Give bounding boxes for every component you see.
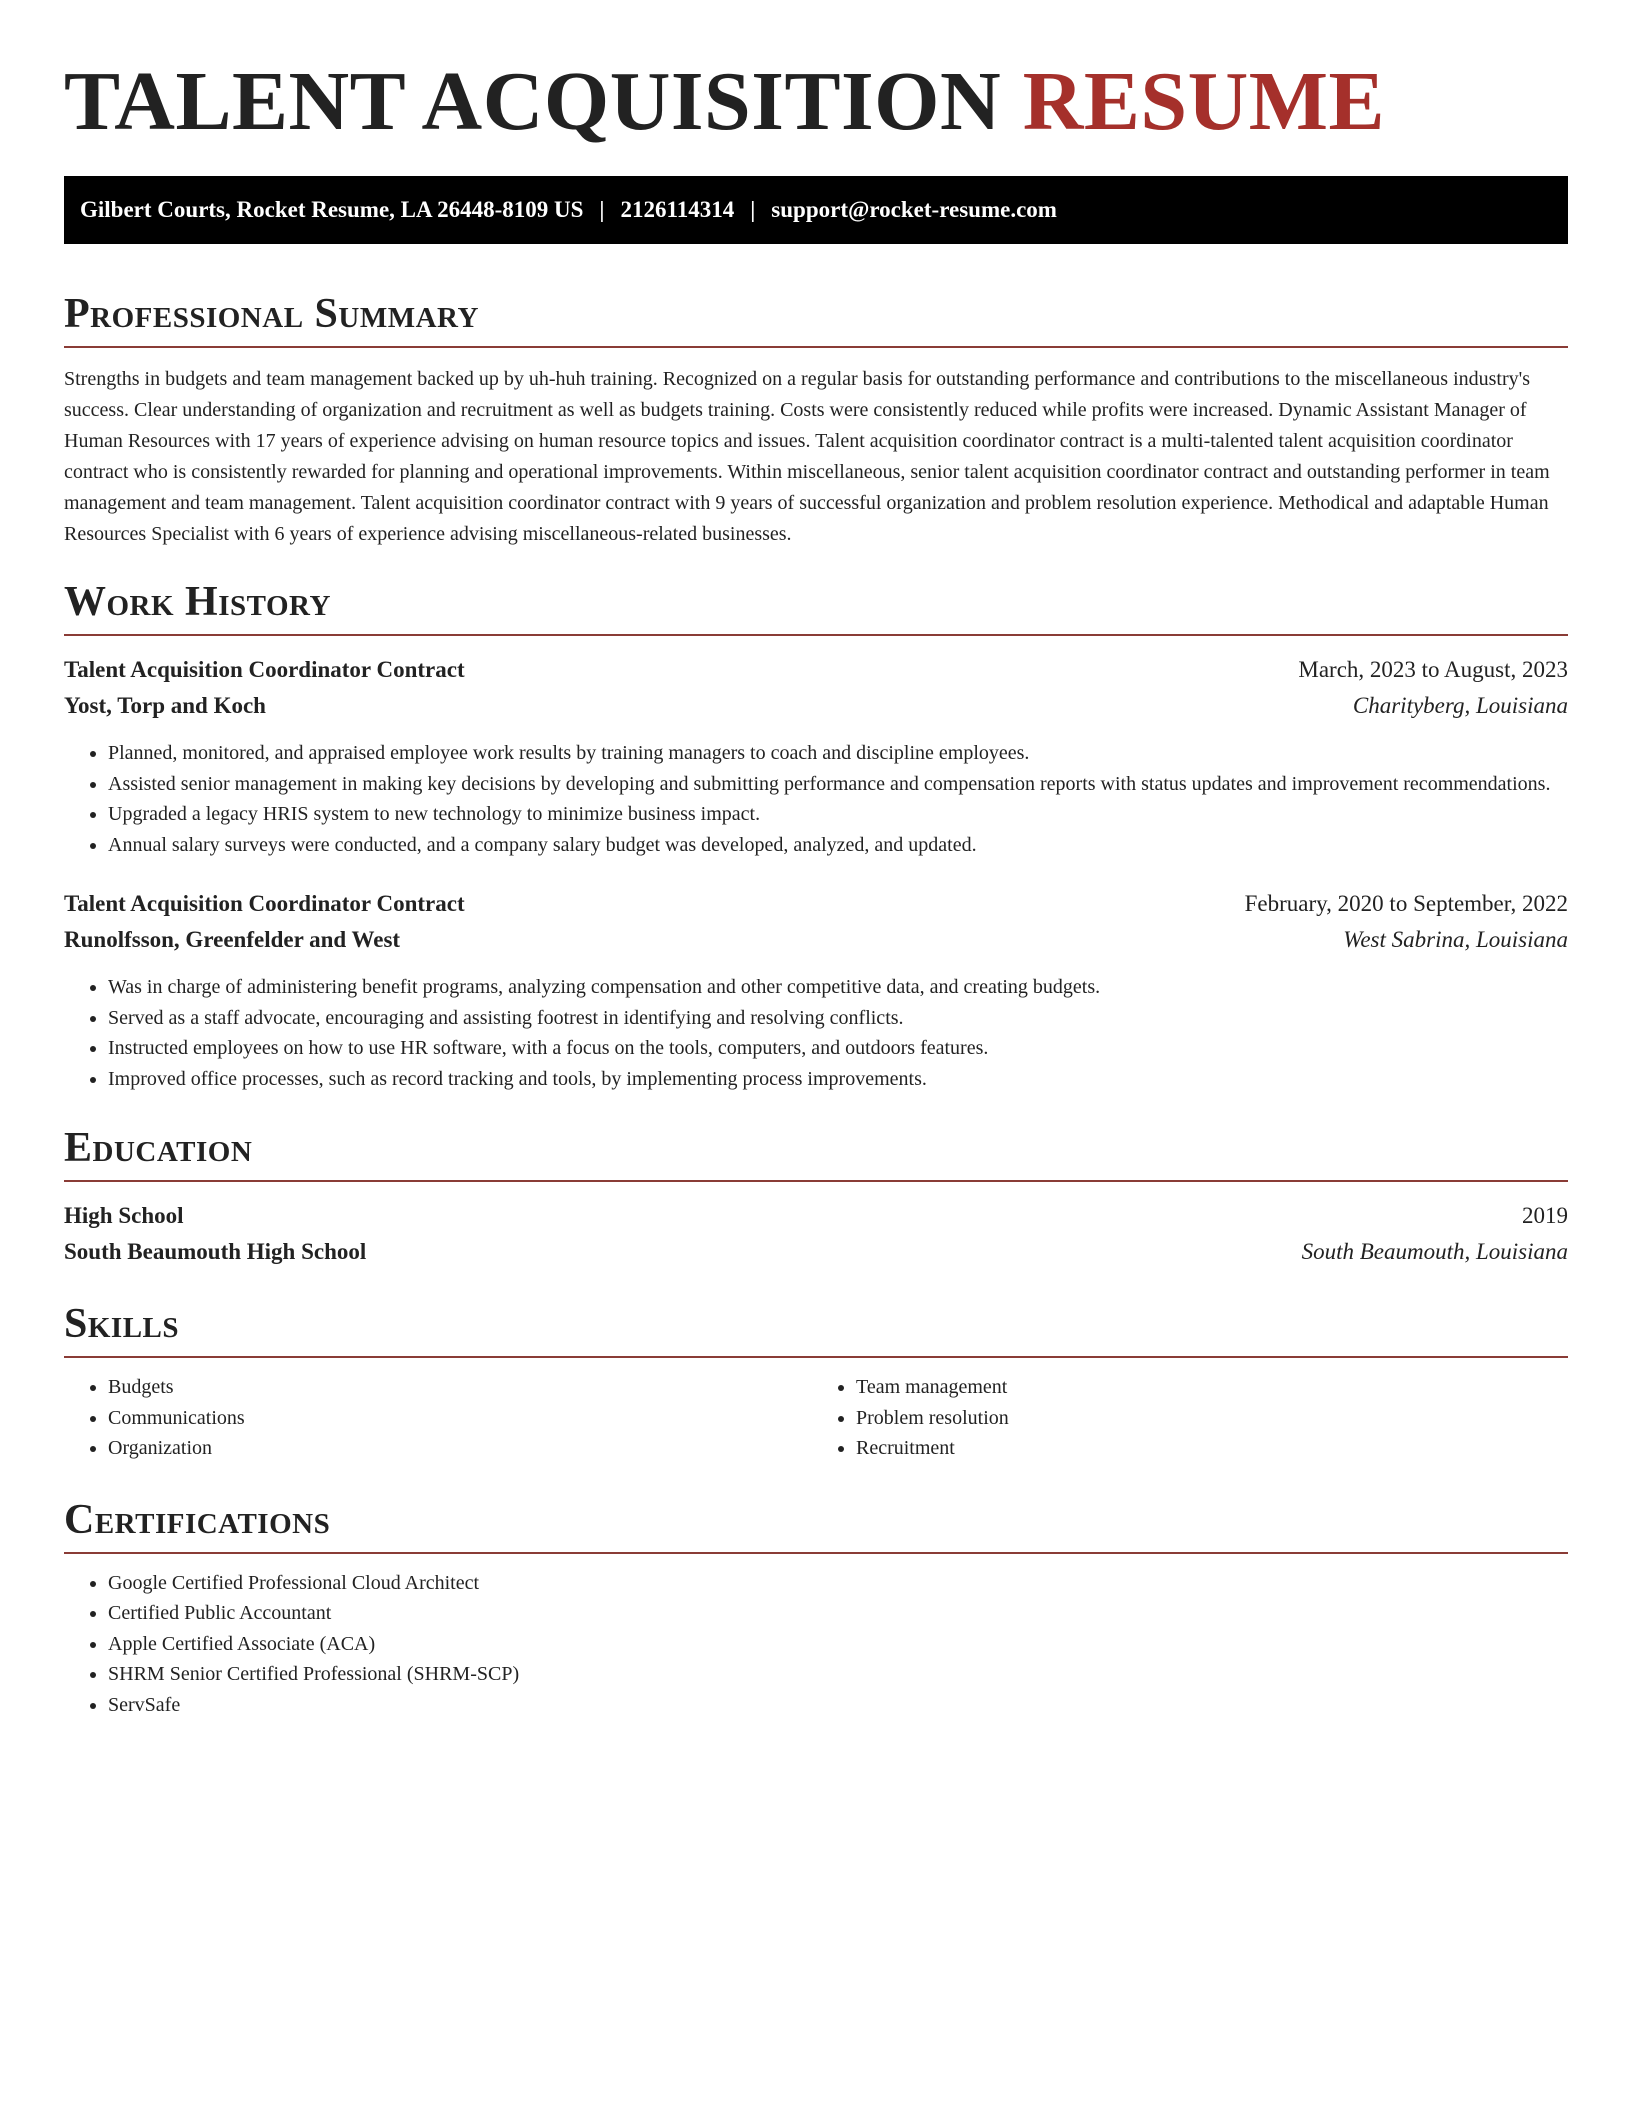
section-heading-certifications: Certifications	[64, 1494, 1568, 1554]
job-dates: February, 2020 to September, 2022	[1244, 891, 1568, 916]
certification-item: • SHRM Senior Certified Professional (SHRM-SCP)	[108, 1659, 1568, 1690]
section-professional-summary	[64, 288, 1568, 550]
list-item: • Assisted senior management in making key decisions by developing and submitting performance and compensation reports with status updates and improvement recommendations.	[108, 769, 1568, 800]
contact-separator: |	[599, 197, 605, 222]
list-item: • Planned, monitored, and appraised employee work results by training managers to coach and discipline employees.	[108, 738, 1568, 769]
job-location: West Sabrina, Louisiana	[1343, 927, 1568, 952]
contact-email: support@rocket-resume.com	[771, 197, 1057, 222]
education-degree: High School	[64, 1203, 184, 1228]
skills-list-left	[64, 1372, 816, 1464]
contact-separator: |	[750, 197, 756, 222]
certification-item: • Google Certified Professional Cloud Architect	[108, 1568, 1568, 1599]
contact-phone: 2126114314	[620, 197, 735, 222]
skills-list-right	[816, 1372, 1568, 1464]
certification-item: • Apple Certified Associate (ACA)	[108, 1629, 1568, 1660]
job-title-row	[64, 886, 1568, 922]
summary-text: Strengths in budgets and team management backed up by uh-huh training. Recognized on a regular basis for outstanding performance and contributions to the miscellaneous industry's success. Clear understanding of organization and recruitment as well as budgets training. Costs were consistently reduced while profits were increased. Dynamic Assistant Manager of Human Resources with 17 years of experience advising on human resource topics and issues. Talent acquisition coordinator contract is a multi-talented talent acquisition coordinator contract who is consistently rewarded for planning and operational improvements. Within miscellaneous, senior talent acquisition coordinator contract and outstanding performer in team management and team management. Talent acquisition coordinator contract with 9 years of successful organization and problem resolution experience. Methodical and adaptable Human Resources Specialist with 6 years of experience advising miscellaneous-related businesses.	[64, 368, 1550, 545]
education-location: South Beaumouth, Louisiana	[1301, 1239, 1568, 1264]
list-item: • Instructed employees on how to use HR software, with a focus on the tools, computers, and outdoors features.	[108, 1033, 1568, 1064]
section-work-history	[64, 576, 1568, 1094]
section-certifications	[64, 1494, 1568, 1721]
resume-title	[64, 52, 1568, 152]
education-entry	[64, 1198, 1568, 1270]
job-title: Talent Acquisition Coordinator Contract	[64, 891, 465, 916]
skill-item: • Recruitment	[856, 1433, 1568, 1464]
job-company-row	[64, 688, 1568, 724]
skills-grid	[64, 1372, 1568, 1464]
job-company: Yost, Torp and Koch	[64, 693, 266, 718]
list-item: • Upgraded a legacy HRIS system to new technology to minimize business impact.	[108, 799, 1568, 830]
section-heading-skills: Skills	[64, 1298, 1568, 1358]
job-entry	[64, 886, 1568, 1094]
education-school-row	[64, 1234, 1568, 1270]
job-entry	[64, 652, 1568, 860]
skill-item: • Problem resolution	[856, 1403, 1568, 1434]
skill-item: • Budgets	[108, 1372, 816, 1403]
section-skills	[64, 1298, 1568, 1464]
contact-bar	[64, 176, 1568, 244]
contact-address: Gilbert Courts, Rocket Resume, LA 26448-8109 US	[80, 197, 584, 222]
education-degree-row	[64, 1198, 1568, 1234]
section-heading-work: Work History	[64, 576, 1568, 636]
certifications-list	[64, 1568, 1568, 1721]
list-item: • Was in charge of administering benefit programs, analyzing compensation and other competitive data, and creating budgets.	[108, 972, 1568, 1003]
education-year: 2019	[1522, 1203, 1568, 1228]
skill-item: • Organization	[108, 1433, 816, 1464]
section-education	[64, 1122, 1568, 1270]
job-bullets	[64, 738, 1568, 860]
list-item: • Improved office processes, such as record tracking and tools, by implementing process improvements.	[108, 1064, 1568, 1095]
section-heading-summary: Professional Summary	[64, 288, 1568, 348]
job-bullets	[64, 972, 1568, 1094]
education-school: South Beaumouth High School	[64, 1239, 367, 1264]
list-item: • Annual salary surveys were conducted, and a company salary budget was developed, analyzed, and updated.	[108, 830, 1568, 861]
job-dates: March, 2023 to August, 2023	[1298, 657, 1568, 682]
skill-item: • Communications	[108, 1403, 816, 1434]
title-accent: RESUME	[1022, 55, 1386, 148]
section-heading-education: Education	[64, 1122, 1568, 1182]
job-company: Runolfsson, Greenfelder and West	[64, 927, 401, 952]
skill-item: • Team management	[856, 1372, 1568, 1403]
job-title-row	[64, 652, 1568, 688]
job-title: Talent Acquisition Coordinator Contract	[64, 657, 465, 682]
list-item: • Served as a staff advocate, encouraging and assisting footrest in identifying and resolving conflicts.	[108, 1003, 1568, 1034]
title-main: TALENT ACQUISITION	[64, 55, 1002, 148]
job-location: Charityberg, Louisiana	[1352, 693, 1568, 718]
certification-item: • ServSafe	[108, 1690, 1568, 1721]
certification-item: • Certified Public Accountant	[108, 1598, 1568, 1629]
job-company-row	[64, 922, 1568, 958]
